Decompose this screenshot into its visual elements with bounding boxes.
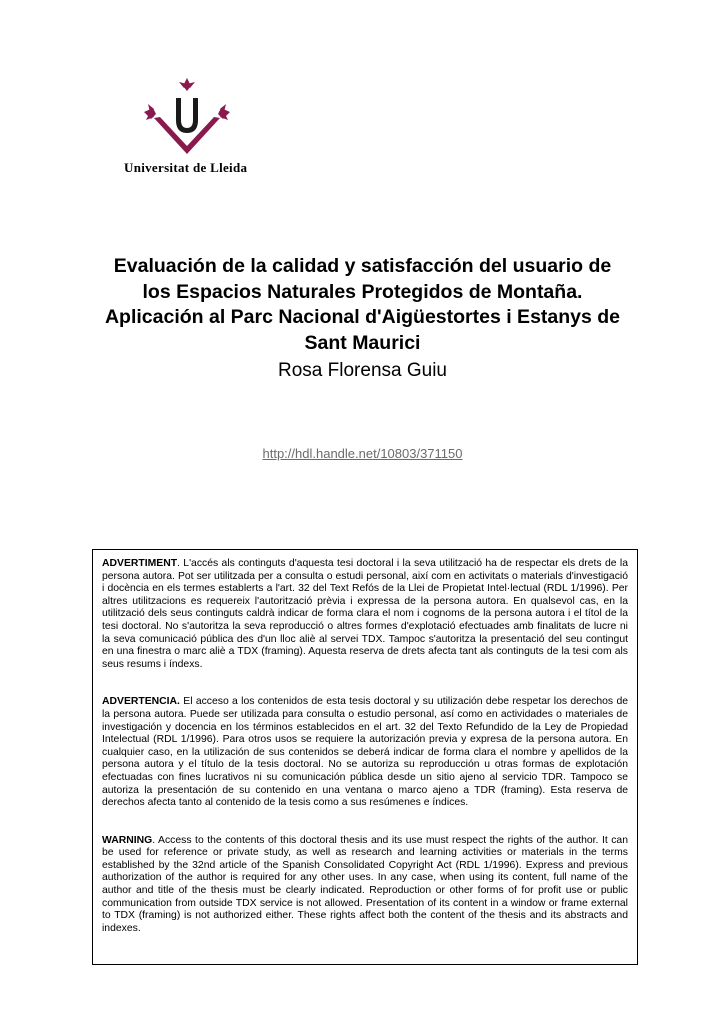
handle-link[interactable]: http://hdl.handle.net/10803/371150 xyxy=(262,446,463,461)
notice-catalan-text: . L'accés als continguts d'aquesta tesi doctoral i la seva utilització ha de respectar els drets de la persona autora. Pot ser utilitzada per a consulta o estudi personal, així com en activitats o materials d'investigació i docència en els termes establerts a l'art. 32 del Text Refós de la Llei de Propietat Intel·lectual (RDL 1/1996). Per altres utilitzacions es requereix l'autorització prèvia i expressa de la persona autora. En qualsevol cas, en la utilització dels seus continguts caldrà indicar de forma clara el nom i cognoms de la persona autora i el títol de la tesi doctoral. No s'autoritza la seva reproducció o altres formes d'explotació efectuades amb finalitats de lucre ni la seva comunicació pública des d'un lloc aliè al servei TDX. Tampoc s'autoritza la presentació del seu contingut en una finestra o marc aliè a TDX (framing). Aquesta reserva de drets afecta tant als continguts de la tesi com als seus resums i índexs. xyxy=(102,558,628,670)
notice-spanish-text: El acceso a los contenidos de esta tesis doctoral y su utilización debe respetar los derechos de la persona autora. Puede ser utilizada para consulta o estudio personal, así como en actividades o materiales de investigación y docencia en los términos establecidos en el art. 32 del Texto Refundido de la Ley de Propiedad Intelectual (RDL 1/1996). Para otros usos se requiere la autorización previa y expresa de la persona autora. En cualquier caso, en la utilización de sus contenidos se deberá indicar de forma clara el nombre y apellidos de la persona autora y el título de la tesis doctoral. No se autoriza su reproducción u otras formas de explotación efectuadas con fines lucrativos ni su comunicación pública desde un sitio ajeno al servicio TDR. Tampoco se autoriza la presentación de su contenido en una ventana o marco ajeno a TDR (framing). Esta reserva de derechos afecta tanto al contenido de la tesis como a sus resúmenes e índices. xyxy=(102,696,628,809)
university-emblem-icon xyxy=(142,78,232,158)
notice-english-label: WARNING xyxy=(102,834,153,846)
university-name: Universitat de Lleida xyxy=(124,160,248,175)
notice-catalan-label: ADVERTIMENT xyxy=(102,558,178,569)
thesis-title: Evaluación de la calidad y satisfacción del usuario de los Espacios Naturales Protegidos de Montaña. Aplicación al Parc Nacional d'Aigüestortes i Estanys de Sant Maurici xyxy=(104,255,621,354)
notice-english xyxy=(102,835,628,936)
rights-notice-box xyxy=(92,549,638,965)
notice-spanish-label: ADVERTENCIA. xyxy=(102,696,180,708)
notice-catalan xyxy=(102,558,628,671)
notice-english-text: . Access to the contents of this doctoral thesis and its use must respect the rights of the author. It can be used for reference or private study, as well as research and learning activities or materials in the terms established by the 32nd article of the Spanish Consolidated Copyright Act (RDL 1/1996). Express and previous authorization of the author is required for any other uses. In any case, when using its content, full name of the author and title of the thesis must be clearly indicated. Reproduction or other forms of for profit use or public communication from outside TDX service is not allowed. Presentation of its content in a window or frame external to TDX (framing) is not authorized either. These rights affect both the content of the thesis and its abstracts and indexes. xyxy=(102,834,628,934)
thesis-author: Rosa Florensa Guiu xyxy=(278,360,447,381)
notice-spanish xyxy=(102,696,628,809)
